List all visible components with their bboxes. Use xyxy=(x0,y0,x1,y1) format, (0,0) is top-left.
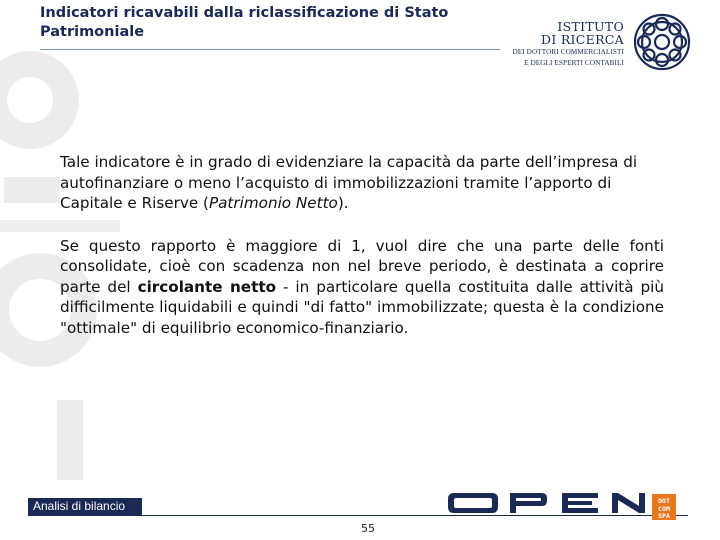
page-title: Indicatori ricavabili dalla riclassificazione di Stato Patrimoniale xyxy=(40,5,449,40)
logo-name-line2: DI RICERCA xyxy=(541,32,624,47)
para1-italic-term: Patrimonio Netto xyxy=(208,194,338,212)
logo-name-line1: ISTITUTO xyxy=(557,19,624,34)
logo-sub-line1: DEI DOTTORI COMMERCIALISTI xyxy=(512,48,624,56)
knot-emblem-icon xyxy=(630,10,694,74)
badge-line2: COM xyxy=(658,504,670,513)
para2-part2: - in particolare quella costituita dalle attività più difficilmente liquidabili e quindi "di fatto" immobilizzate; questa è la condizione "ottimale" di equilibrio economico-finanziario. xyxy=(60,277,664,337)
open-brand-logo xyxy=(446,490,648,516)
para1-end: ). xyxy=(337,194,349,212)
open-badge-icon xyxy=(652,494,676,520)
logo-sub-line2: E DEGLI ESPERTI CONTABILI xyxy=(524,58,624,67)
paragraph-definition xyxy=(60,152,664,214)
page-number: 55 xyxy=(361,522,375,535)
institute-logo-text xyxy=(500,20,624,67)
paragraph-explanation xyxy=(60,236,664,339)
para2-part1: Se questo rapporto è maggiore di 1, vuol dire che una parte delle fonti consolidate, cioè con scadenza non nel breve periodo, è destinata a coprire parte del xyxy=(60,236,664,296)
title-divider xyxy=(40,49,500,50)
badge-line1: DOT xyxy=(658,497,670,505)
body-content xyxy=(60,152,664,338)
para1-text: Tale indicatore è in grado di evidenziare la capacità da parte dell’impresa di autofinanziare o meno l’acquisto di immobilizzazioni tramite l’apporto di Capitale e Riserve ( xyxy=(60,153,638,212)
para2-bold-term: circolante netto xyxy=(137,277,277,296)
footer-section-label: Analisi di bilancio xyxy=(28,498,142,515)
badge-line3: SPA xyxy=(658,512,670,520)
